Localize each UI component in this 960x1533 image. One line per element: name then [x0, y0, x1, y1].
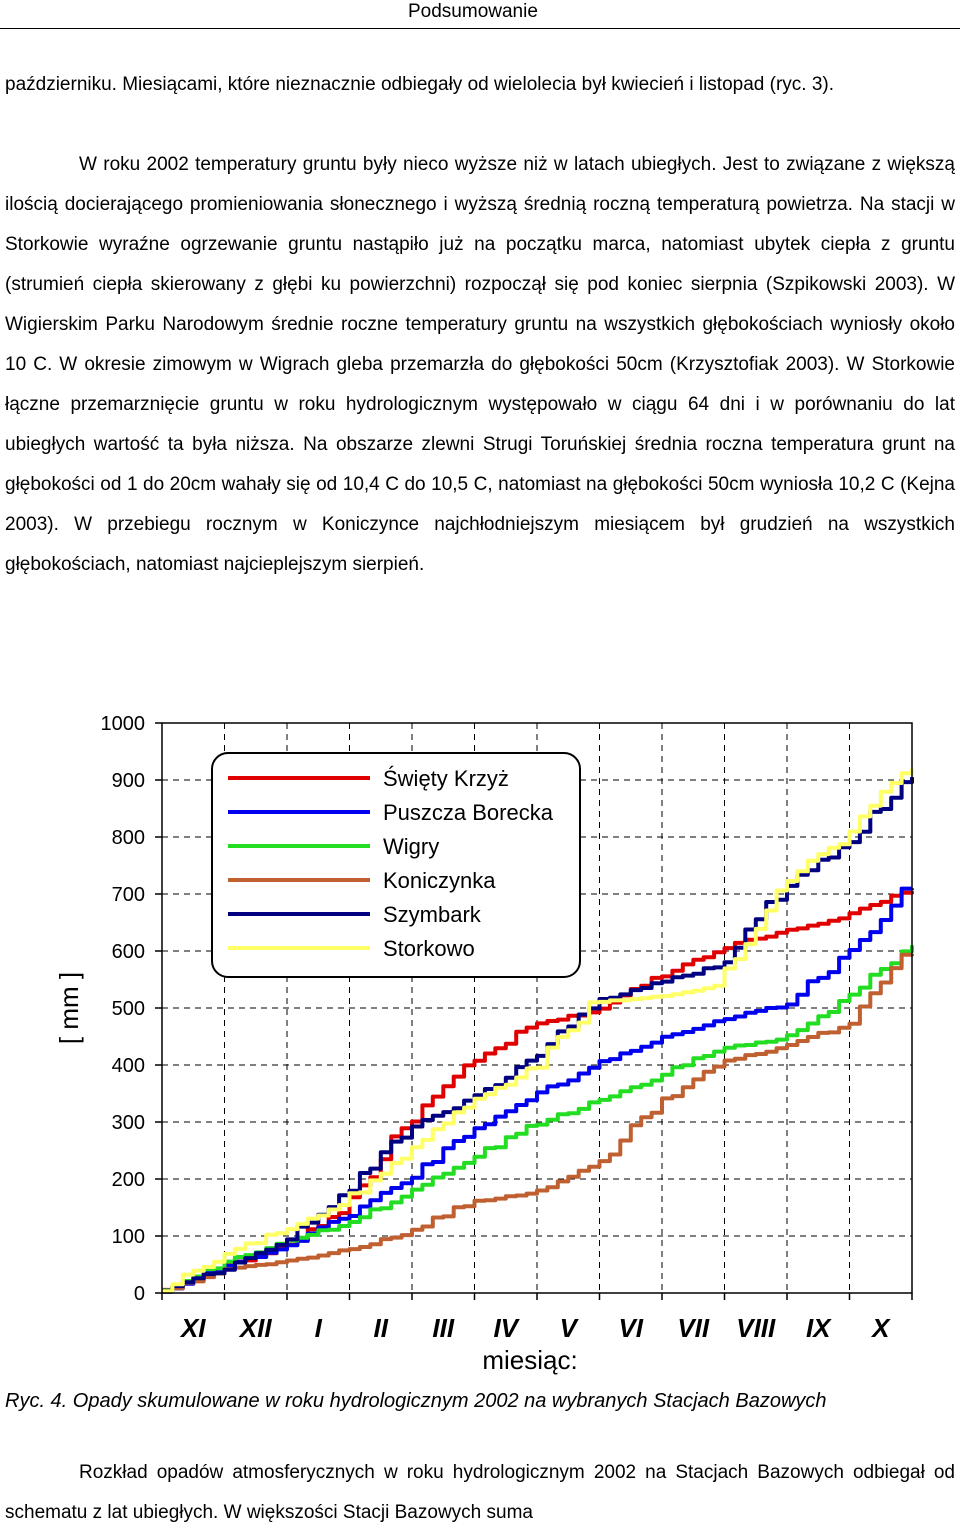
x-tick-label: IX: [805, 1313, 831, 1343]
legend-label: Święty Krzyż: [383, 766, 509, 791]
legend-label: Szymbark: [383, 902, 481, 927]
x-axis-label: miesiąc:: [482, 1345, 578, 1375]
chart-legend: [212, 753, 580, 977]
y-tick-label: 100: [111, 1226, 145, 1248]
y-tick-label: 0: [133, 1283, 145, 1305]
y-tick-label: 800: [111, 827, 145, 849]
paragraph-1: październiku. Miesiącami, które nieznacznie odbiegały od wielolecia był kwiecień i listopad (ryc. 3).: [5, 74, 834, 95]
legend-label: Puszcza Borecka: [383, 800, 553, 825]
y-tick-label: 900: [111, 770, 145, 792]
y-tick-label: 200: [111, 1169, 145, 1191]
legend-label: Koniczynka: [383, 868, 496, 893]
paragraph-3: Rozkład opadów atmosferycznych w roku hydrologicznym 2002 na Stacjach Bazowych odbiegał od schematu z lat ubiegłych. W większości Stacji Bazowych suma: [5, 1462, 955, 1523]
y-tick-label: 400: [111, 1055, 145, 1077]
x-tick-label: II: [373, 1313, 388, 1343]
y-axis-label: [ mm ]: [54, 971, 84, 1045]
x-tick-labels: [179, 1313, 891, 1343]
x-tick-label: VII: [677, 1313, 710, 1343]
y-tick-labels: [101, 713, 146, 1305]
y-tick-label: 500: [111, 998, 145, 1020]
x-tick-label: XII: [239, 1313, 272, 1343]
x-tick-label: VI: [618, 1313, 644, 1343]
y-tick-label: 1000: [100, 713, 145, 735]
legend-label: Storkowo: [383, 936, 475, 961]
legend-label: Wigry: [383, 834, 440, 859]
y-tick-label: 700: [111, 884, 145, 906]
header-title: Podsumowanie: [408, 1, 538, 22]
cumulative-precipitation-chart: [0, 700, 960, 1390]
page-header: [0, 0, 960, 29]
x-tick-label: III: [432, 1313, 455, 1343]
series-line: [162, 945, 912, 1290]
y-tick-label: 300: [111, 1112, 145, 1134]
x-tick-label: X: [872, 1313, 890, 1343]
x-tick-label: XI: [180, 1313, 206, 1343]
x-tick-label: VIII: [736, 1313, 776, 1343]
figure-caption: Ryc. 4. Opady skumulowane w roku hydrologicznym 2002 na wybranych Stacjach Bazowych: [5, 1390, 827, 1412]
y-tick-label: 600: [111, 941, 145, 963]
x-tick-label: V: [559, 1313, 577, 1343]
paragraph-2: W roku 2002 temperatury gruntu były nieco wyższe niż w latach ubiegłych. Jest to związane z większą ilością docierającego promieniowania słonecznego i wyższą średnią roczną temperaturą powietrza. Na stacji w Storkowie wyraźne ogrzewanie gruntu nastąpiło już na początku marca, natomiast ubytek ciepła z gruntu (strumień ciepła skierowany z głębi ku powierzchni) rozpoczął się pod koniec sierpnia (Szpikowski 2003). W Wigierskim Parku Narodowym średnie roczne temperatury gruntu na wszystkich głębokościach wyniosły około 10 C. W okresie zimowym w Wigrach gleba przemarzła do głębokości 50cm (Krzysztofiak 2003). W Storkowie łączne przemarznięcie gruntu w roku hydrologicznym występowało w ciągu 64 dni i w porównaniu do lat ubiegłych wartość ta była niższa. Na obszarze zlewni Strugi Toruńskiej średnia roczna temperatura grunt na głębokości od 1 do 20cm wahały się od 10,4 C do 10,5 C, natomiast na głębokości 50cm wyniosła 10,2 C (Kejna 2003). W przebiegu rocznym w Koniczynce najchłodniejszym miesiącem był grudzień na wszystkich głębokościach, natomiast najcieplejszym sierpień.: [5, 154, 955, 575]
x-tick-label: I: [314, 1313, 322, 1343]
x-tick-label: IV: [493, 1313, 519, 1343]
